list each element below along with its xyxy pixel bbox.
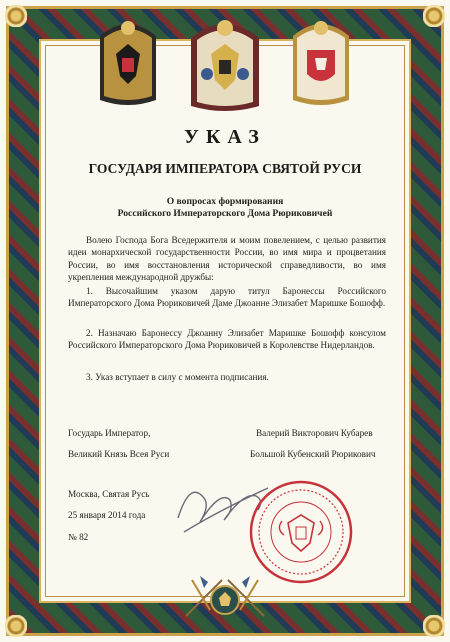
signatory-title-3: Большой Кубенский Рюрикович [250,449,376,459]
decree-subtitle: ГОСУДАРЯ ИМПЕРАТОРА СВЯТОЙ РУСИ [88,161,362,176]
corner-ornament-icon [423,615,445,637]
topic-line-1: О вопросах формирования [166,196,284,207]
decree-number: № 82 [68,532,89,542]
decree-topic [0,196,450,220]
topic-line-2: Российского Императорского Дома Рюриковичей [117,208,333,219]
signatory-name: Валерий Викторович Кубарев [256,428,373,438]
corner-ornament-icon [5,615,27,637]
decree-date: 25 января 2014 года [68,510,146,520]
red-shield-coat-of-arms-icon [285,14,357,110]
signatory-title-2: Великий Князь Всея Руси [68,449,170,459]
intro-paragraph: Волею Господа Бога Вседержителя и моим повелением, с целью развития идеи монархической государственности России, во имя мира и процветания России, во имя восстановления исторической справедливости, во имя укрепления международной дружбы: [68,235,386,283]
decree-item-2: 2. Назначаю Баронессу Джоанну Элизабет Маришке Бошофф консулом Российского Императорского Дома Рюриковичей в Королевстве Нидерландов. [68,328,386,351]
decree-title: УКАЗ [184,126,266,148]
imperial-coat-of-arms-icon [185,14,265,114]
coats-of-arms-row [0,14,450,114]
place: Москва, Святая Русь [68,489,150,499]
signatory-title-1: Государь Император, [68,428,151,438]
military-trophy-emblem-icon [180,570,270,622]
decree-item-1: 1. Высочайшим указом дарую титул Баронессы Российского Императорского Дома Рюриковичей Даме Джоанне Элизабет Маришке Бошофф. [68,286,386,309]
double-headed-eagle-coat-of-arms-icon [92,14,164,110]
decree-item-3: 3. Указ вступает в силу с момента подписания. [86,372,269,382]
